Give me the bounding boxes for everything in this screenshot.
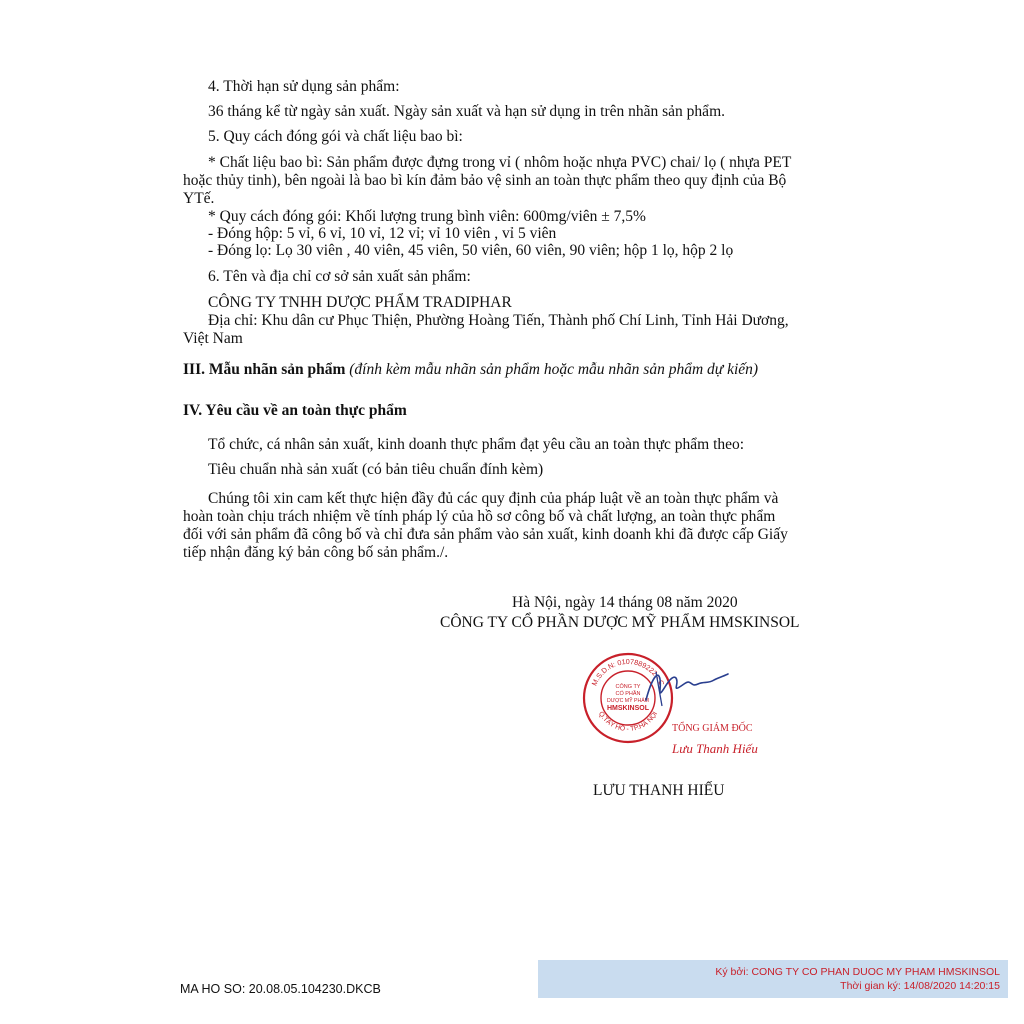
commitment-line1: Chúng tôi xin cam kết thực hiện đầy đủ các quy định của pháp luật về an toàn thực phẩm và (208, 490, 779, 507)
stamp-center4: HMSKINSOL (607, 705, 649, 712)
handwritten-signature (640, 660, 730, 720)
material-line3: YTế. (183, 190, 215, 207)
stamp-center1: CÔNG TY (615, 684, 641, 690)
section4-heading: 4. Thời hạn sử dụng sản phẩm: (208, 78, 400, 95)
handwritten-name: Lưu Thanh Hiếu (672, 741, 758, 756)
signing-time: Thời gian ký: 14/08/2020 14:20:15 (840, 980, 1000, 992)
file-code: MA HO SO: 20.08.05.104230.DKCB (180, 982, 381, 996)
stamp-bottom-text: Q.TÂY HỒ - TP.HÀ NỘI (596, 710, 660, 733)
commitment-line3: đối với sản phẩm đã công bố và chỉ đưa sản phẩm vào sản xuất, kinh doanh khi đã được cấp Giấy (183, 526, 788, 543)
signing-company: CÔNG TY CỔ PHẦN DƯỢC MỸ PHẨM HMSKINSOL (440, 614, 800, 631)
section3-note: (đính kèm mẫu nhãn sản phẩm hoặc mẫu nhãn sản phẩm dự kiến) (349, 361, 759, 378)
address-line2: Việt Nam (183, 330, 243, 347)
section-iv-heading: IV. Yêu cầu về an toàn thực phẩm (183, 402, 407, 419)
box-line: - Đóng hộp: 5 vỉ, 6 vỉ, 10 vỉ, 12 vỉ; vỉ 10 viên , vỉ 5 viên (208, 225, 557, 242)
commitment-line4: tiếp nhận đăng ký bản công bố sản phẩm./. (183, 544, 449, 561)
section6-heading: 6. Tên và địa chỉ cơ sở sản xuất sản phẩm: (208, 268, 471, 285)
signed-by: Ký bởi: CONG TY CO PHAN DUOC MY PHAM HMSKINSOL (715, 966, 1000, 978)
packing-line: * Quy cách đóng gói: Khối lượng trung bình viên: 600mg/viên ± 7,5% (208, 208, 646, 225)
stamp-center3: DƯỢC MỸ PHẨM (606, 698, 650, 704)
section5-heading: 5. Quy cách đóng gói và chất liệu bao bì: (208, 128, 463, 145)
section4-text: 36 tháng kể từ ngày sản xuất. Ngày sản xuất và hạn sử dụng in trên nhãn sản phẩm. (208, 103, 725, 120)
signing-date: Hà Nội, ngày 14 tháng 08 năm 2020 (512, 594, 738, 611)
digital-signature-box (538, 960, 1008, 998)
material-line1: * Chất liệu bao bì: Sản phẩm được đựng trong vỉ ( nhôm hoặc nhựa PVC) chai/ lọ ( nhựa PET (208, 154, 792, 171)
section-iv-line2: Tiêu chuẩn nhà sản xuất (có bản tiêu chuẩn đính kèm) (208, 461, 544, 478)
stamp-center2: CỔ PHẦN (615, 691, 641, 697)
signer-name: LƯU THANH HIẾU (593, 782, 725, 799)
section3-heading: III. Mẫu nhãn sản phẩm (183, 361, 346, 378)
material-line2: hoặc thủy tinh), bên ngoài là bao bì kín đảm bảo vệ sinh an toàn thực phẩm theo quy định của Bộ (183, 172, 787, 189)
address-line1: Địa chỉ: Khu dân cư Phục Thiện, Phường Hoàng Tiến, Thành phố Chí Linh, Tỉnh Hải Dương, (208, 312, 789, 329)
manufacturer-name: CÔNG TY TNHH DƯỢC PHẨM TRADIPHAR (208, 294, 512, 311)
section3-line (183, 361, 758, 379)
commitment-line2: hoàn toàn chịu trách nhiệm về tính pháp lý của hồ sơ công bố và chất lượng, an toàn thực phẩm (183, 508, 776, 525)
signer-title: TỔNG GIÁM ĐỐC (672, 723, 753, 734)
section-iv-line1: Tổ chức, cá nhân sản xuất, kinh doanh thực phẩm đạt yêu cầu an toàn thực phẩm theo: (208, 436, 745, 453)
bottle-line: - Đóng lọ: Lọ 30 viên , 40 viên, 45 viên, 50 viên, 60 viên, 90 viên; hộp 1 lọ, hộp 2 lọ (208, 242, 734, 259)
stamp-number: M.S.D.N: 0107889222 - C (589, 656, 667, 688)
